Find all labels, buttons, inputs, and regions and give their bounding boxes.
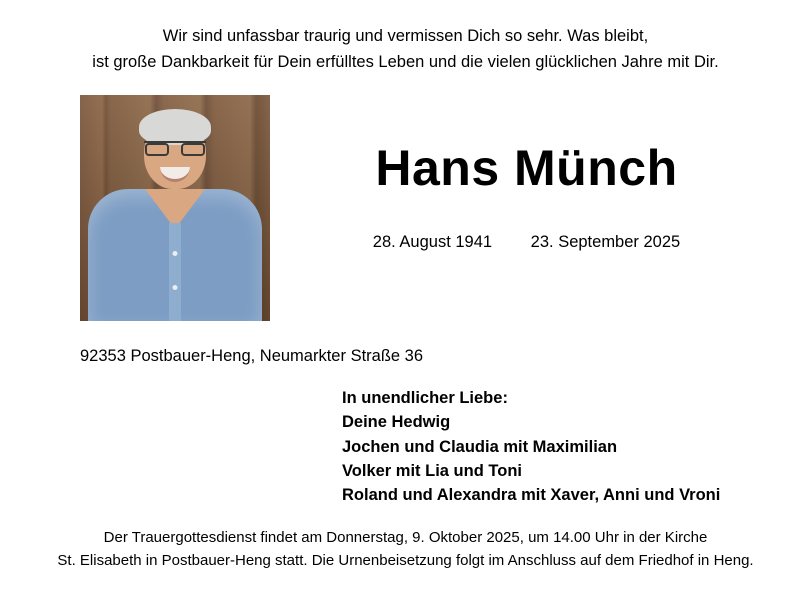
portrait-photo-wrapper <box>80 95 276 321</box>
date-of-death: 23. September 2025 <box>530 233 681 252</box>
family-member: Volker mit Lia und Toni <box>342 461 522 480</box>
date-of-birth: 28. August 1941 <box>372 233 493 252</box>
family-heading: In unendlicher Liebe: <box>342 389 508 408</box>
photo-shirt-button-lower <box>173 285 178 290</box>
photo-shirt-placket <box>169 223 181 321</box>
deceased-name: Hans Münch <box>375 140 678 197</box>
portrait-and-name-row <box>24 95 787 325</box>
memorial-verse <box>24 24 787 75</box>
service-note <box>0 527 811 572</box>
memorial-verse-line-2: ist große Dankbarkeit für Dein erfülltes Leben und die vielen glücklichen Jahre mit Dir. <box>92 52 719 71</box>
service-note-line-2: St. Elisabeth in Postbauer-Heng statt. Die Urnenbeisetzung folgt im Anschluss auf dem Friedhof in Heng. <box>57 551 754 569</box>
memorial-verse-line-1: Wir sind unfassbar traurig und vermissen Dich so sehr. Was bleibt, <box>162 27 649 45</box>
address-line: 92353 Postbauer-Heng, Neumarkter Straße 36 <box>80 347 424 366</box>
photo-shirt-button-upper <box>173 251 178 256</box>
glasses-icon <box>144 141 206 156</box>
family-member: Deine Hedwig <box>342 413 451 432</box>
family-block <box>342 386 787 507</box>
photo-hair <box>139 109 211 145</box>
family-member: Jochen und Claudia mit Maximilian <box>342 437 618 456</box>
name-block <box>276 95 787 252</box>
photo-shirt <box>88 189 262 321</box>
service-note-line-1: Der Trauergottesdienst findet am Donnerstag, 9. Oktober 2025, um 14.00 Uhr in der Kirche <box>103 529 708 546</box>
family-member: Roland und Alexandra mit Xaver, Anni und Vroni <box>342 486 721 505</box>
portrait-photo <box>80 95 270 321</box>
life-dates <box>276 233 777 252</box>
